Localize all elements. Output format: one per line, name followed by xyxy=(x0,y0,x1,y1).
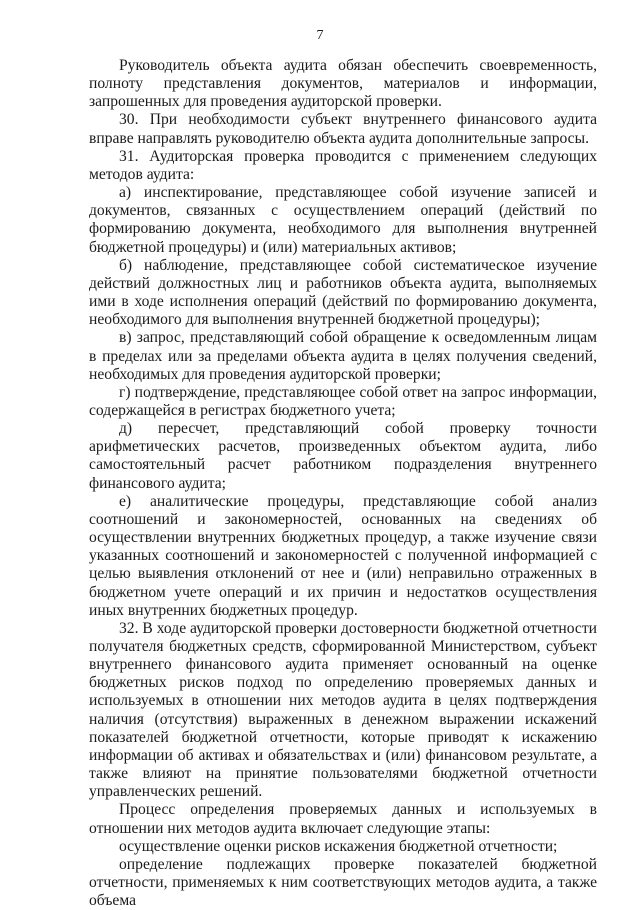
document-body xyxy=(89,57,597,910)
paragraph-31: 31. Аудиторская проверка проводится с применением следующих методов аудита: xyxy=(89,147,597,183)
paragraph-31-d: д) пересчет, представляющий собой проверку точности арифметических расчетов, произведенных объектом аудита, либо самостоятельный расчет работником подразделения внутреннего финансового аудита; xyxy=(89,420,597,492)
paragraph-31-a: а) инспектирование, представляющее собой изучение записей и документов, связанных с осуществлением операций (действий по формированию документа, необходимого для выполнения внутренней бюджетной процедуры) и (или) материальных активов; xyxy=(89,184,597,256)
page-number: 7 xyxy=(316,28,324,43)
paragraph-process: Процесс определения проверяемых данных и используемых в отношении них методов аудита включает следующие этапы: xyxy=(89,801,597,837)
paragraph-stage-indicators: определение подлежащих проверке показателей бюджетной отчетности, применяемых к ним соответствующих методов аудита, а также объема xyxy=(89,855,597,910)
paragraph-audit-head-obligation: Руководитель объекта аудита обязан обеспечить своевременность, полноту представления документов, материалов и информации, запрошенных для проведения аудиторской проверки. xyxy=(89,57,597,111)
paragraph-31-b: б) наблюдение, представляющее собой систематическое изучение действий должностных лиц и работников объекта аудита, выполняемых ими в ходе исполнения операций (действий по формированию документа, необходимого для выполнения внутренней бюджетной процедуры); xyxy=(89,256,597,329)
paragraph-31-e: е) аналитические процедуры, представляющие собой анализ соотношений и закономерностей, основанных на сведениях об осуществлении внутренних бюджетных процедур, а также изучение связи указанных соотношений и закономерностей с полученной информацией с целью выявления отклонений от нее и (или) неправильно отраженных в бюджетном учете операций и их причин и недостатков осуществления иных внутренних бюджетных процедур. xyxy=(89,492,597,619)
paragraph-32: 32. В ходе аудиторской проверки достоверности бюджетной отчетности получателя бюджетных средств, сформированной Министерством, субъект внутреннего финансового аудита применяет основанный на оценке бюджетных рисков подход по определению проверяемых данных и используемых в отношении них методов аудита в целях подтверждения наличия (отсутствия) выраженных в денежном выражении искажений показателей бюджетной отчетности, которые приводят к искажению информации об активах и обязательствах и (или) финансовом результате, а также влияют на принятие пользователями бюджетной отчетности управленческих решений. xyxy=(89,619,597,801)
paragraph-31-g: г) подтверждение, представляющее собой ответ на запрос информации, содержащейся в регистрах бюджетного учета; xyxy=(89,383,597,419)
paragraph-31-v: в) запрос, представляющий собой обращение к осведомленным лицам в пределах или за пределами объекта аудита в целях получения сведений, необходимых для проведения аудиторской проверки; xyxy=(89,329,597,383)
paragraph-stage-risk: осуществление оценки рисков искажения бюджетной отчетности; xyxy=(119,837,558,855)
paragraph-30: 30. При необходимости субъект внутреннего финансового аудита вправе направлять руководителю объекта аудита дополнительные запросы. xyxy=(89,111,597,147)
